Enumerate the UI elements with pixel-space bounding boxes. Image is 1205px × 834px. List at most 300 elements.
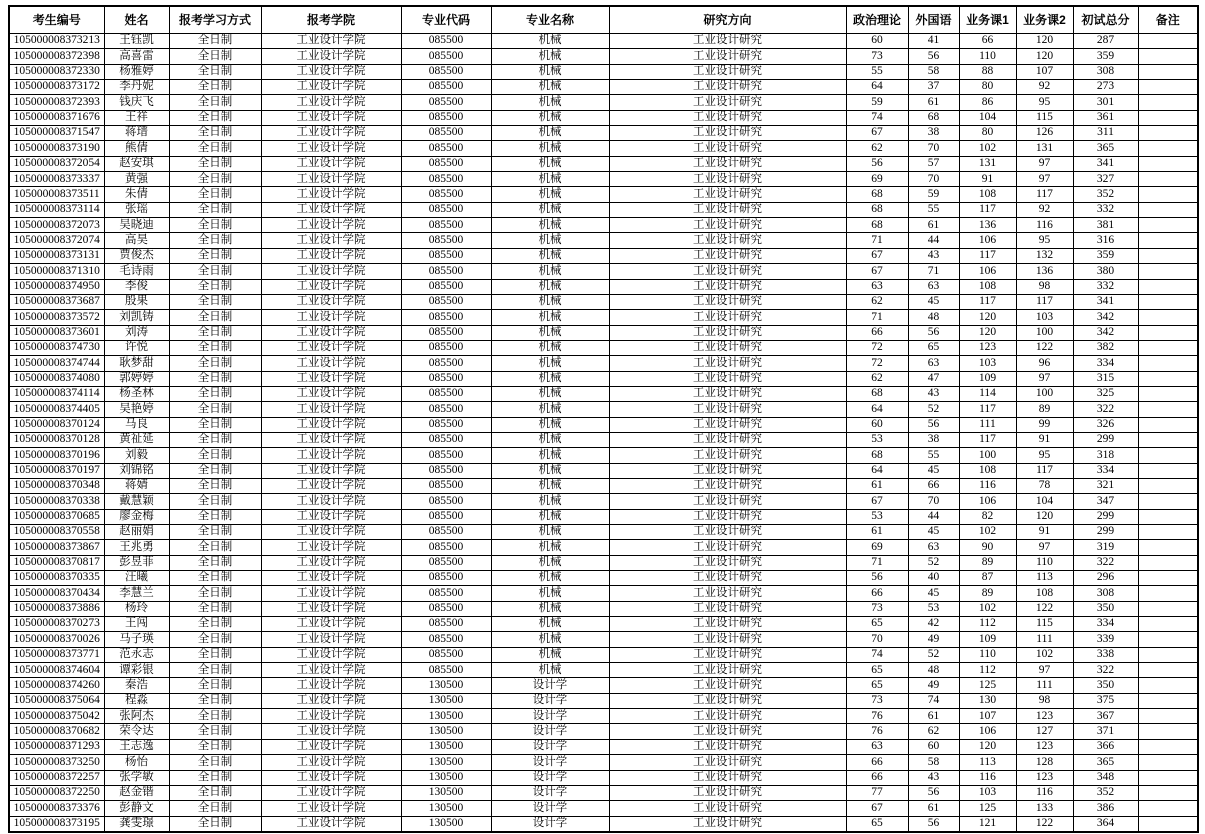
cell-remark [1138, 571, 1198, 586]
cell-research_direction: 工业设计研究 [609, 141, 846, 156]
cell-remark [1138, 739, 1198, 754]
cell-course2_score: 117 [1016, 187, 1073, 202]
table-row [9, 141, 1198, 156]
cell-course1_score: 86 [959, 95, 1016, 110]
cell-research_direction: 工业设计研究 [609, 693, 846, 708]
cell-politics_score: 68 [846, 202, 908, 217]
cell-foreign_language_score: 66 [908, 478, 959, 493]
cell-total_score: 386 [1073, 801, 1138, 816]
cell-course1_score: 114 [959, 386, 1016, 401]
cell-foreign_language_score: 42 [908, 617, 959, 632]
cell-politics_score: 66 [846, 325, 908, 340]
cell-candidate_id: 105000008370348 [9, 478, 104, 493]
cell-total_score: 352 [1073, 187, 1138, 202]
cell-course1_score: 89 [959, 586, 1016, 601]
cell-major_code: 085500 [401, 647, 491, 662]
cell-name: 秦浩 [104, 678, 169, 693]
cell-candidate_id: 105000008370128 [9, 432, 104, 447]
cell-politics_score: 71 [846, 233, 908, 248]
cell-total_score: 381 [1073, 218, 1138, 233]
cell-major_name: 机械 [491, 555, 609, 570]
table-row [9, 371, 1198, 386]
cell-candidate_id: 105000008373886 [9, 601, 104, 616]
cell-course2_score: 111 [1016, 632, 1073, 647]
cell-name: 廖金梅 [104, 509, 169, 524]
cell-major_name: 机械 [491, 294, 609, 309]
table-row [9, 739, 1198, 754]
cell-foreign_language_score: 57 [908, 156, 959, 171]
cell-politics_score: 60 [846, 34, 908, 49]
table-row [9, 617, 1198, 632]
cell-major_name: 机械 [491, 417, 609, 432]
cell-study_mode: 全日制 [169, 571, 261, 586]
cell-college: 工业设计学院 [261, 310, 401, 325]
cell-foreign_language_score: 44 [908, 233, 959, 248]
cell-study_mode: 全日制 [169, 417, 261, 432]
cell-name: 刘毅 [104, 448, 169, 463]
cell-candidate_id: 105000008375042 [9, 709, 104, 724]
cell-major_code: 085500 [401, 386, 491, 401]
cell-course1_score: 116 [959, 770, 1016, 785]
column-header-foreign_language_score: 外国语 [908, 6, 959, 34]
cell-foreign_language_score: 49 [908, 678, 959, 693]
cell-course2_score: 91 [1016, 525, 1073, 540]
cell-course1_score: 102 [959, 601, 1016, 616]
table-row [9, 632, 1198, 647]
cell-course2_score: 95 [1016, 95, 1073, 110]
cell-college: 工业设计学院 [261, 601, 401, 616]
cell-college: 工业设计学院 [261, 294, 401, 309]
cell-research_direction: 工业设计研究 [609, 95, 846, 110]
cell-remark [1138, 187, 1198, 202]
cell-course1_score: 125 [959, 801, 1016, 816]
cell-politics_score: 67 [846, 126, 908, 141]
cell-course2_score: 117 [1016, 463, 1073, 478]
cell-politics_score: 53 [846, 509, 908, 524]
cell-total_score: 311 [1073, 126, 1138, 141]
cell-remark [1138, 156, 1198, 171]
cell-remark [1138, 663, 1198, 678]
cell-name: 高喜雷 [104, 49, 169, 64]
cell-total_score: 332 [1073, 279, 1138, 294]
cell-remark [1138, 233, 1198, 248]
cell-course1_score: 89 [959, 555, 1016, 570]
cell-course2_score: 117 [1016, 294, 1073, 309]
table-row [9, 172, 1198, 187]
cell-major_name: 机械 [491, 356, 609, 371]
cell-total_score: 322 [1073, 402, 1138, 417]
cell-foreign_language_score: 55 [908, 202, 959, 217]
cell-course2_score: 122 [1016, 340, 1073, 355]
cell-major_code: 085500 [401, 371, 491, 386]
cell-study_mode: 全日制 [169, 95, 261, 110]
cell-total_score: 325 [1073, 386, 1138, 401]
cell-remark [1138, 448, 1198, 463]
cell-foreign_language_score: 53 [908, 601, 959, 616]
cell-politics_score: 71 [846, 310, 908, 325]
cell-course2_score: 89 [1016, 402, 1073, 417]
cell-candidate_id: 105000008373601 [9, 325, 104, 340]
cell-foreign_language_score: 47 [908, 371, 959, 386]
cell-study_mode: 全日制 [169, 264, 261, 279]
cell-total_score: 296 [1073, 571, 1138, 586]
cell-politics_score: 65 [846, 617, 908, 632]
cell-politics_score: 73 [846, 693, 908, 708]
cell-college: 工业设计学院 [261, 632, 401, 647]
cell-study_mode: 全日制 [169, 248, 261, 263]
cell-major_name: 设计学 [491, 755, 609, 770]
cell-name: 李俊 [104, 279, 169, 294]
cell-study_mode: 全日制 [169, 402, 261, 417]
cell-study_mode: 全日制 [169, 279, 261, 294]
cell-course1_score: 106 [959, 494, 1016, 509]
table-row [9, 202, 1198, 217]
table-row [9, 325, 1198, 340]
cell-total_score: 322 [1073, 555, 1138, 570]
cell-study_mode: 全日制 [169, 816, 261, 832]
cell-politics_score: 60 [846, 417, 908, 432]
cell-course2_score: 116 [1016, 218, 1073, 233]
cell-foreign_language_score: 70 [908, 141, 959, 156]
cell-research_direction: 工业设计研究 [609, 279, 846, 294]
cell-research_direction: 工业设计研究 [609, 478, 846, 493]
cell-course2_score: 97 [1016, 172, 1073, 187]
cell-foreign_language_score: 58 [908, 755, 959, 770]
cell-college: 工业设计学院 [261, 371, 401, 386]
table-row [9, 693, 1198, 708]
cell-name: 赵丽娟 [104, 525, 169, 540]
cell-major_code: 085500 [401, 172, 491, 187]
cell-politics_score: 55 [846, 64, 908, 79]
cell-name: 刘凯铸 [104, 310, 169, 325]
cell-candidate_id: 105000008374730 [9, 340, 104, 355]
column-header-course2_score: 业务课2 [1016, 6, 1073, 34]
cell-major_code: 085500 [401, 156, 491, 171]
cell-major_code: 130500 [401, 785, 491, 800]
cell-major_name: 设计学 [491, 801, 609, 816]
cell-major_code: 085500 [401, 494, 491, 509]
cell-remark [1138, 325, 1198, 340]
cell-course2_score: 120 [1016, 49, 1073, 64]
cell-remark [1138, 678, 1198, 693]
cell-total_score: 341 [1073, 294, 1138, 309]
cell-course2_score: 92 [1016, 80, 1073, 95]
column-header-research_direction: 研究方向 [609, 6, 846, 34]
cell-course2_score: 132 [1016, 248, 1073, 263]
cell-politics_score: 67 [846, 264, 908, 279]
cell-course2_score: 120 [1016, 34, 1073, 49]
table-row [9, 34, 1198, 49]
cell-remark [1138, 340, 1198, 355]
cell-total_score: 316 [1073, 233, 1138, 248]
cell-name: 彭昱菲 [104, 555, 169, 570]
cell-candidate_id: 105000008372393 [9, 95, 104, 110]
cell-candidate_id: 105000008370197 [9, 463, 104, 478]
cell-course2_score: 113 [1016, 571, 1073, 586]
cell-name: 张瑶 [104, 202, 169, 217]
cell-course1_score: 117 [959, 294, 1016, 309]
cell-research_direction: 工业设计研究 [609, 555, 846, 570]
cell-candidate_id: 105000008371310 [9, 264, 104, 279]
cell-study_mode: 全日制 [169, 478, 261, 493]
cell-total_score: 347 [1073, 494, 1138, 509]
cell-course1_score: 106 [959, 724, 1016, 739]
cell-course2_score: 104 [1016, 494, 1073, 509]
cell-course1_score: 88 [959, 64, 1016, 79]
cell-course1_score: 120 [959, 325, 1016, 340]
cell-remark [1138, 785, 1198, 800]
table-row [9, 110, 1198, 125]
cell-total_score: 348 [1073, 770, 1138, 785]
table-head [9, 6, 1198, 34]
cell-politics_score: 67 [846, 801, 908, 816]
cell-study_mode: 全日制 [169, 617, 261, 632]
cell-foreign_language_score: 62 [908, 724, 959, 739]
cell-major_name: 机械 [491, 663, 609, 678]
cell-politics_score: 56 [846, 156, 908, 171]
table-row [9, 647, 1198, 662]
table-row [9, 386, 1198, 401]
cell-politics_score: 74 [846, 110, 908, 125]
cell-major_code: 085500 [401, 64, 491, 79]
table-row [9, 156, 1198, 171]
cell-research_direction: 工业设计研究 [609, 34, 846, 49]
cell-course1_score: 113 [959, 755, 1016, 770]
cell-name: 张学敏 [104, 770, 169, 785]
cell-course2_score: 78 [1016, 478, 1073, 493]
cell-foreign_language_score: 43 [908, 248, 959, 263]
cell-total_score: 273 [1073, 80, 1138, 95]
cell-research_direction: 工业设计研究 [609, 632, 846, 647]
cell-college: 工业设计学院 [261, 755, 401, 770]
cell-college: 工业设计学院 [261, 279, 401, 294]
cell-major_code: 085500 [401, 601, 491, 616]
cell-remark [1138, 647, 1198, 662]
cell-college: 工业设计学院 [261, 724, 401, 739]
cell-politics_score: 65 [846, 678, 908, 693]
column-header-name: 姓名 [104, 6, 169, 34]
cell-remark [1138, 801, 1198, 816]
cell-major_name: 机械 [491, 233, 609, 248]
cell-study_mode: 全日制 [169, 34, 261, 49]
cell-research_direction: 工业设计研究 [609, 187, 846, 202]
cell-major_name: 机械 [491, 509, 609, 524]
cell-major_name: 机械 [491, 571, 609, 586]
cell-candidate_id: 105000008370817 [9, 555, 104, 570]
cell-name: 朱倩 [104, 187, 169, 202]
cell-name: 蒋婧 [104, 478, 169, 493]
cell-major_code: 130500 [401, 709, 491, 724]
cell-name: 范永志 [104, 647, 169, 662]
cell-foreign_language_score: 56 [908, 816, 959, 832]
column-header-course1_score: 业务课1 [959, 6, 1016, 34]
cell-total_score: 350 [1073, 601, 1138, 616]
cell-major_name: 机械 [491, 34, 609, 49]
cell-candidate_id: 105000008372054 [9, 156, 104, 171]
cell-study_mode: 全日制 [169, 632, 261, 647]
cell-college: 工业设计学院 [261, 172, 401, 187]
cell-course2_score: 108 [1016, 586, 1073, 601]
cell-foreign_language_score: 45 [908, 294, 959, 309]
cell-name: 高昊 [104, 233, 169, 248]
cell-remark [1138, 693, 1198, 708]
cell-study_mode: 全日制 [169, 463, 261, 478]
cell-major_name: 设计学 [491, 739, 609, 754]
cell-study_mode: 全日制 [169, 494, 261, 509]
cell-name: 马良 [104, 417, 169, 432]
cell-foreign_language_score: 61 [908, 95, 959, 110]
cell-college: 工业设计学院 [261, 386, 401, 401]
cell-politics_score: 69 [846, 172, 908, 187]
cell-candidate_id: 105000008371293 [9, 739, 104, 754]
cell-research_direction: 工业设计研究 [609, 525, 846, 540]
table-row [9, 126, 1198, 141]
cell-college: 工业设计学院 [261, 187, 401, 202]
cell-foreign_language_score: 70 [908, 494, 959, 509]
cell-course1_score: 117 [959, 202, 1016, 217]
cell-course1_score: 103 [959, 356, 1016, 371]
cell-candidate_id: 105000008370026 [9, 632, 104, 647]
cell-major_code: 085500 [401, 540, 491, 555]
cell-remark [1138, 310, 1198, 325]
cell-foreign_language_score: 74 [908, 693, 959, 708]
cell-course2_score: 98 [1016, 279, 1073, 294]
cell-remark [1138, 248, 1198, 263]
cell-candidate_id: 105000008373213 [9, 34, 104, 49]
cell-candidate_id: 105000008374950 [9, 279, 104, 294]
cell-research_direction: 工业设计研究 [609, 432, 846, 447]
cell-major_name: 机械 [491, 248, 609, 263]
cell-foreign_language_score: 41 [908, 34, 959, 49]
cell-college: 工业设计学院 [261, 126, 401, 141]
cell-politics_score: 66 [846, 586, 908, 601]
cell-name: 刘锦铭 [104, 463, 169, 478]
cell-major_code: 085500 [401, 632, 491, 647]
cell-remark [1138, 494, 1198, 509]
cell-remark [1138, 279, 1198, 294]
cell-politics_score: 66 [846, 755, 908, 770]
cell-politics_score: 62 [846, 294, 908, 309]
cell-remark [1138, 540, 1198, 555]
cell-course2_score: 97 [1016, 663, 1073, 678]
cell-course2_score: 97 [1016, 540, 1073, 555]
cell-foreign_language_score: 43 [908, 386, 959, 401]
cell-name: 杨怡 [104, 755, 169, 770]
cell-study_mode: 全日制 [169, 310, 261, 325]
cell-name: 王兆勇 [104, 540, 169, 555]
cell-foreign_language_score: 44 [908, 509, 959, 524]
cell-name: 耿梦甜 [104, 356, 169, 371]
cell-college: 工业设计学院 [261, 478, 401, 493]
cell-candidate_id: 105000008373337 [9, 172, 104, 187]
cell-course2_score: 102 [1016, 647, 1073, 662]
cell-study_mode: 全日制 [169, 64, 261, 79]
cell-foreign_language_score: 37 [908, 80, 959, 95]
cell-candidate_id: 105000008373172 [9, 80, 104, 95]
cell-major_name: 机械 [491, 340, 609, 355]
column-header-study_mode: 报考学习方式 [169, 6, 261, 34]
cell-major_code: 085500 [401, 663, 491, 678]
cell-college: 工业设计学院 [261, 678, 401, 693]
cell-course2_score: 123 [1016, 739, 1073, 754]
cell-course1_score: 108 [959, 463, 1016, 478]
cell-study_mode: 全日制 [169, 218, 261, 233]
cell-foreign_language_score: 55 [908, 448, 959, 463]
cell-course1_score: 111 [959, 417, 1016, 432]
cell-foreign_language_score: 63 [908, 356, 959, 371]
cell-course1_score: 117 [959, 402, 1016, 417]
cell-candidate_id: 105000008373376 [9, 801, 104, 816]
cell-course1_score: 125 [959, 678, 1016, 693]
cell-study_mode: 全日制 [169, 724, 261, 739]
cell-politics_score: 56 [846, 571, 908, 586]
cell-politics_score: 69 [846, 540, 908, 555]
cell-candidate_id: 105000008370338 [9, 494, 104, 509]
cell-research_direction: 工业设计研究 [609, 80, 846, 95]
cell-name: 马子瑛 [104, 632, 169, 647]
cell-major_code: 130500 [401, 816, 491, 832]
cell-study_mode: 全日制 [169, 709, 261, 724]
cell-foreign_language_score: 56 [908, 417, 959, 432]
cell-remark [1138, 402, 1198, 417]
cell-college: 工业设计学院 [261, 340, 401, 355]
table-row [9, 571, 1198, 586]
cell-college: 工业设计学院 [261, 202, 401, 217]
cell-foreign_language_score: 40 [908, 571, 959, 586]
cell-major_code: 130500 [401, 678, 491, 693]
cell-course1_score: 117 [959, 248, 1016, 263]
cell-name: 杨雅婷 [104, 64, 169, 79]
cell-course1_score: 112 [959, 663, 1016, 678]
cell-major_code: 085500 [401, 218, 491, 233]
cell-course2_score: 100 [1016, 386, 1073, 401]
cell-politics_score: 65 [846, 816, 908, 832]
cell-study_mode: 全日制 [169, 801, 261, 816]
cell-college: 工业设计学院 [261, 402, 401, 417]
cell-politics_score: 62 [846, 371, 908, 386]
table-row [9, 356, 1198, 371]
cell-major_name: 机械 [491, 525, 609, 540]
cell-study_mode: 全日制 [169, 156, 261, 171]
cell-politics_score: 64 [846, 402, 908, 417]
table-row [9, 801, 1198, 816]
cell-study_mode: 全日制 [169, 785, 261, 800]
cell-total_score: 371 [1073, 724, 1138, 739]
cell-major_name: 机械 [491, 386, 609, 401]
cell-major_code: 085500 [401, 448, 491, 463]
cell-politics_score: 77 [846, 785, 908, 800]
cell-name: 杨圣林 [104, 386, 169, 401]
cell-course1_score: 110 [959, 49, 1016, 64]
cell-major_code: 085500 [401, 509, 491, 524]
admission-score-table [8, 5, 1199, 833]
cell-research_direction: 工业设计研究 [609, 755, 846, 770]
cell-politics_score: 76 [846, 724, 908, 739]
table-row [9, 402, 1198, 417]
cell-politics_score: 68 [846, 448, 908, 463]
cell-total_score: 334 [1073, 463, 1138, 478]
cell-major_name: 机械 [491, 540, 609, 555]
cell-study_mode: 全日制 [169, 126, 261, 141]
cell-course1_score: 117 [959, 432, 1016, 447]
cell-foreign_language_score: 45 [908, 586, 959, 601]
cell-name: 王钰凯 [104, 34, 169, 49]
cell-major_code: 085500 [401, 432, 491, 447]
cell-name: 熊倩 [104, 141, 169, 156]
cell-name: 黄强 [104, 172, 169, 187]
cell-major_code: 085500 [401, 80, 491, 95]
table-row [9, 218, 1198, 233]
